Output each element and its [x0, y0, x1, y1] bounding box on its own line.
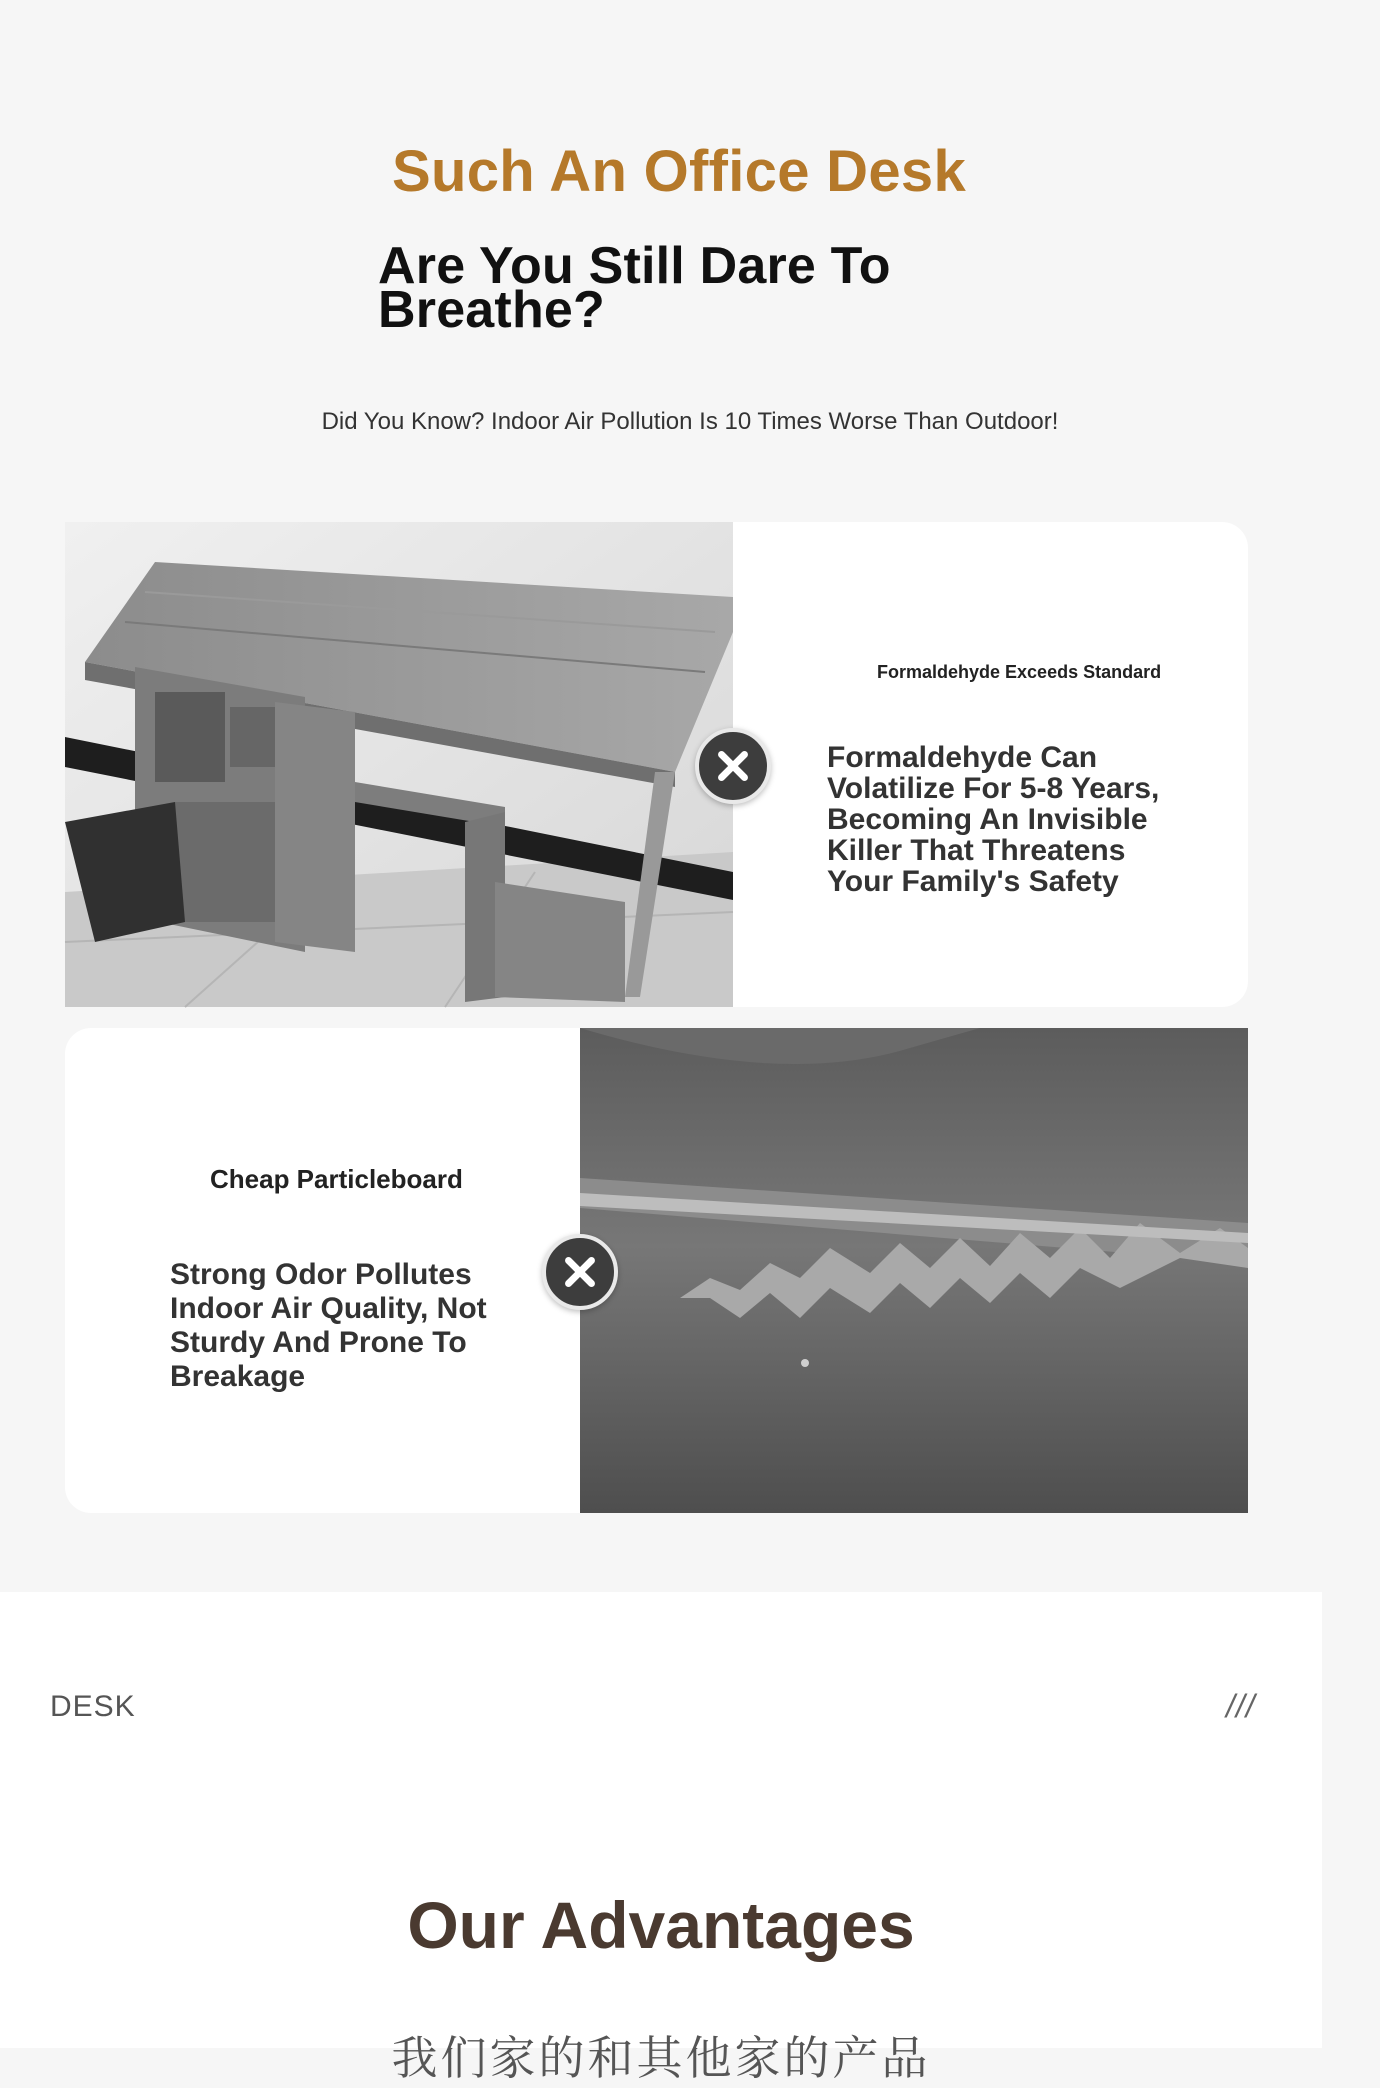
card-body: Formaldehyde Can Volatilize For 5-8 Years, Becoming An Invisible Killer That Threatens Your Family's Safety	[827, 741, 1160, 898]
desk-photo	[65, 522, 733, 1007]
slash-decor-icon: ///	[1226, 1688, 1256, 1724]
card-heading: Cheap Particleboard	[210, 1164, 463, 1194]
particleboard-photo	[580, 1028, 1248, 1513]
hero-title: Such An Office Desk	[392, 139, 967, 204]
hero-note: Did You Know? Indoor Air Pollution Is 10 Times Worse Than Outdoor!	[321, 408, 1059, 435]
close-icon	[695, 728, 771, 804]
advantages-subtitle: 我们家的和其他家的产品	[391, 2032, 931, 2084]
card-heading: Formaldehyde Exceeds Standard	[877, 662, 1162, 682]
section-label: DESK	[50, 1690, 136, 1723]
advantages-title: Our Advantages	[407, 1888, 915, 1962]
hero-subtitle: Are You Still Dare To Breathe?	[378, 237, 891, 339]
close-icon	[542, 1234, 618, 1310]
advantages-section	[0, 1592, 1322, 2084]
problem-card-formaldehyde	[65, 522, 1248, 1007]
problem-card-particleboard	[65, 1028, 1248, 1513]
card-body: Strong Odor Pollutes Indoor Air Quality, Not Sturdy And Prone To Breakage	[170, 1258, 487, 1393]
